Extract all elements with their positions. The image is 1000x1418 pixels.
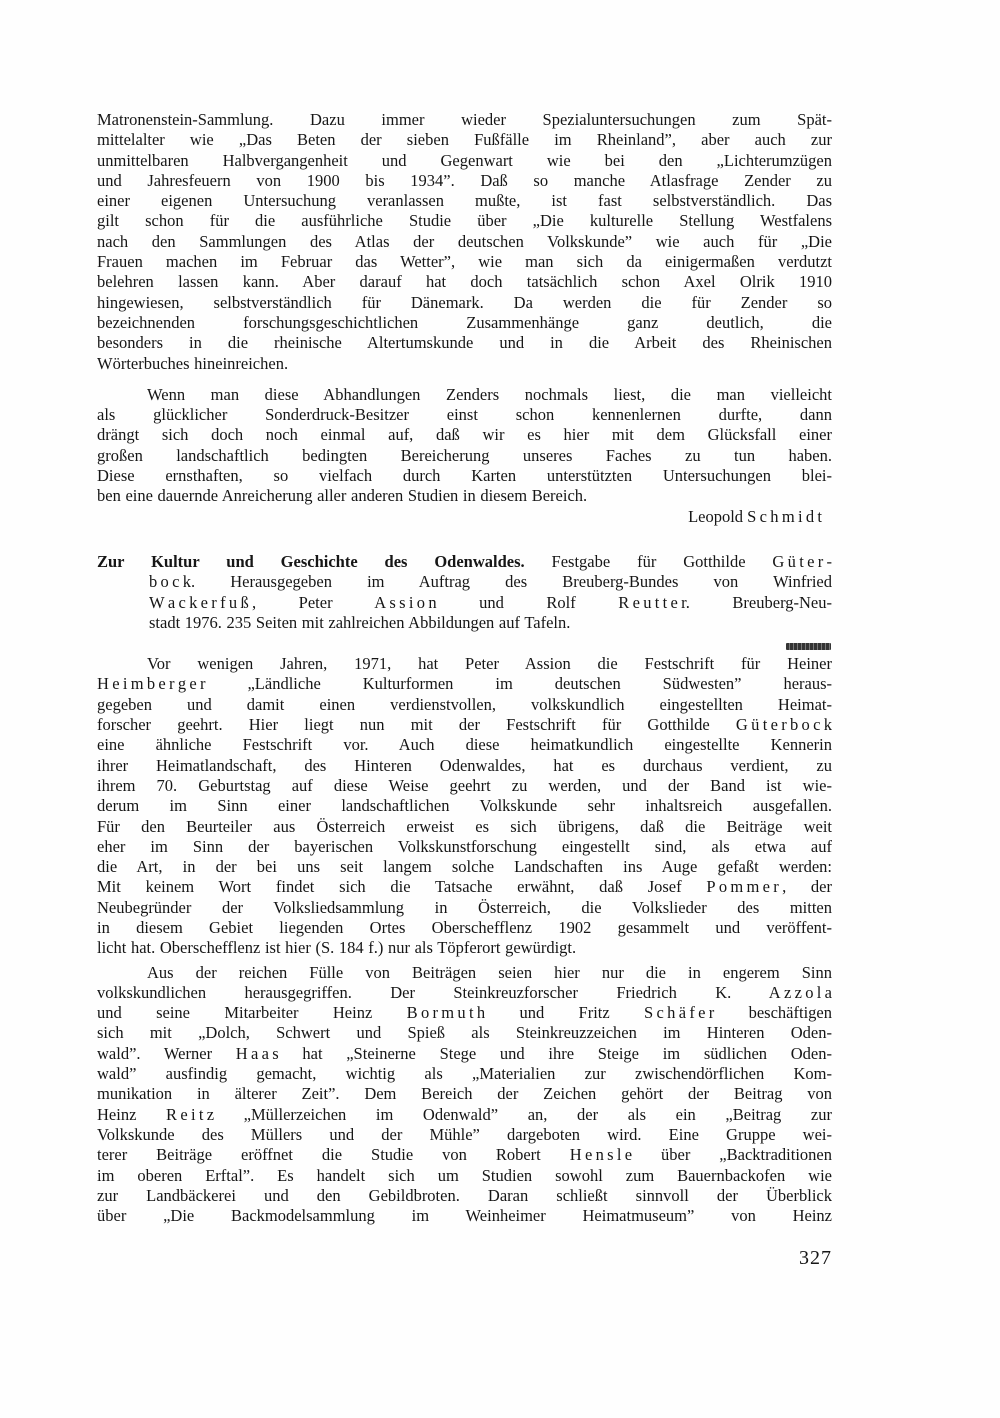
text-line: wald” ausfindig gemacht, wichtig als „Materialien zur zwischendörflichen Kom- [97,1064,832,1084]
text-line: als glücklicher Sonderdruck-Besitzer einst schon kennenlernen durfte, dann [97,405,832,425]
text-line: und seine Mitarbeiter Heinz B o r m u t h und Fritz S c h ä f e r beschäftigen [97,1003,832,1023]
text-line: Mit keinem Wort findet sich die Tatsache erwähnt, daß Josef P o m m e r , der [97,877,832,897]
text-line: forscher geehrt. Hier liegt nun mit der Festschrift für Gotthilde G ü t e r b o c k [97,715,832,735]
text-line: bezeichnenden forschungsgeschichtlichen Zusammenhänge ganz deutlich, die [97,312,832,332]
text-line: einer eigenen Untersuchung veranlassen mußte, ist fast selbstverständlich. Das [97,191,832,211]
text-line: belehren lassen kann. Aber darauf hat doch tatsächlich schon Axel Olrik 1910 [97,272,832,292]
text-line: eher im Sinn der bayerischen Volkskunstforschung eingestellt sind, als etwa auf [97,836,832,856]
text-line: drängt sich doch noch einmal auf, daß wir es hier mit dem Glücksfall einer [97,425,832,445]
text-line: ihrem 70. Geburtstag auf diese Weise geehrt zu werden, und der Band ist wie- [97,775,832,795]
text-line: stadt 1976. 235 Seiten mit zahlreichen Abbildungen auf Tafeln. [149,612,571,632]
text-line: Matronenstein-Sammlung. Dazu immer wieder Spezialuntersuchungen zum Spät- [97,110,832,129]
paragraph-zender-continuation [97,110,832,374]
text-line: und Jahresfeuern von 1900 bis 1934”. Daß so manche Atlasfrage Zender zu [97,170,832,190]
text-line: terer Beiträge eröffnet die Studie von Robert H e n s l e über „Backtraditionen [97,1145,832,1165]
text-line: großen landschaftlich bedingten Bereicherung unseres Faches zu tun haben. [97,445,832,465]
text-line: H e i m b e r g e r „Ländliche Kulturformen im deutschen Südwesten” heraus- [97,674,832,694]
text-line: Heinz R e i t z „Müllerzeichen im Odenwald” an, der als ein „Beitrag zur [97,1104,832,1124]
text-line: gilt schon für die ausführliche Studie über „Die kulturelle Stellung Westfalens [97,211,832,231]
text-line: unmittelbaren Halbvergangenheit und Gegenwart wie bei den „Lichterumzügen [97,150,832,170]
text-line: Wörterbuches hineinreichen. [97,353,289,373]
text-line: volkskundlichen herausgegriffen. Der Steinkreuzforscher Friedrich K. A z z o l a [97,982,832,1002]
text-line: Diese ernsthaften, so vielfach durch Karten unterstützten Untersuchungen blei- [97,466,832,486]
text-line: Neubegründer der Volksliedsammlung in Österreich, die Volkslieder des mitten [97,897,832,917]
text-line: die Art, in der bei uns seit langem solche Landschaften ins Auge gefaßt werden: [97,857,832,877]
text-line: eine ähnliche Festschrift vor. Auch diese heimatkundlich eingestellte Kennerin [97,735,832,755]
text-line: in diesem Gebiet liegenden Ortes Oberschefflenz 1902 gesammelt und veröffent- [97,917,832,937]
text-block [97,110,832,1226]
book-entry-heading [97,552,832,633]
text-line: wald”. Werner H a a s hat „Steinerne Stege und ihre Steige im südlichen Oden- [97,1043,832,1063]
text-line: über „Die Backmodelsammlung im Weinheimer Heimatmuseum” von Heinz [97,1206,832,1226]
text-line: derum im Sinn einer landschaftlichen Volkskunde sehr inhaltsreich ausgefallen. [97,796,832,816]
paragraph-zender-closing [97,385,832,507]
paragraph-gueterbock-intro [97,654,832,958]
text-line: W a c k e r f u ß , Peter A s s i o n und Rolf R e u t t e r. Breuberg-Neu- [149,592,832,612]
text-line: sich mit „Dolch, Schwert und Spieß als Steinkreuzzeichen im Hinteren Oden- [97,1023,832,1043]
text-line: Vor wenigen Jahren, 1971, hat Peter Assion die Festschrift für Heiner [147,654,832,674]
entry-continuation [97,572,832,633]
reviewer-signature: Leopold S c h m i d t [688,506,822,526]
text-line: ihrer Heimatlandschaft, des Hinteren Odenwaldes, hat es durchaus verdient, zu [97,755,832,775]
text-line: im oberen Erftal”. Es handelt sich um Studien sowohl zum Bauernbackofen wie [97,1165,832,1185]
page-number: 327 [799,1247,832,1269]
text-line: gegeben und damit einen verdienstvollen, volkskundlich eingestellten Heimat- [97,694,832,714]
text-line: Aus der reichen Fülle von Beiträgen seien hier nur die in engerem Sinn [147,962,832,982]
text-line: Frauen machen im Februar das Wetter”, wie man sich da einigermaßen verdutzt [97,252,832,272]
text-line: mittelalter wie „Das Beten der sieben Fußfälle im Rheinland”, aber auch zur [97,130,832,150]
text-line: b o c k. Herausgegeben im Auftrag des Breuberg-Bundes von Winfried [149,572,832,592]
entry-title-bold: Zur Kultur und Geschichte des Odenwaldes. [97,551,525,571]
text-line: besonders in die rheinische Altertumskunde und in die Arbeit des Rheinischen [97,333,832,353]
scan-smudge [786,643,831,650]
text-line: munikation in älterer Zeit”. Dem Bereich der Zeichen gehört der Beitrag von [97,1084,832,1104]
text-line: ben eine dauernde Anreicherung aller anderen Studien in diesem Bereich. [97,486,588,506]
entry-title-line [97,552,832,572]
text-line: nach den Sammlungen des Atlas der deutschen Volkskunde” wie auch für „Die [97,231,832,251]
text-line: Volkskunde des Müllers und der Mühle” dargeboten wird. Eine Gruppe wei- [97,1124,832,1144]
text-line: Wenn man diese Abhandlungen Zenders nochmals liest, die man vielleicht [147,384,832,404]
text-line: Für den Beurteiler aus Österreich erweist es sich übrigens, daß die Beiträge weit [97,816,832,836]
text-line: hingewiesen, selbstverständlich für Dänemark. Da werden die für Zender so [97,292,832,312]
entry-title-rest: Festgabe für Gotthilde G ü t e r - [551,551,832,571]
text-line: zur Landbäckerei und den Gebildbroten. Daran schließt sinnvoll der Überblick [97,1185,832,1205]
paragraph-gueterbock-contributions [97,963,832,1227]
text-line: licht hat. Oberschefflenz ist hier (S. 184 f.) nur als Töpferort gewürdigt. [97,938,577,958]
